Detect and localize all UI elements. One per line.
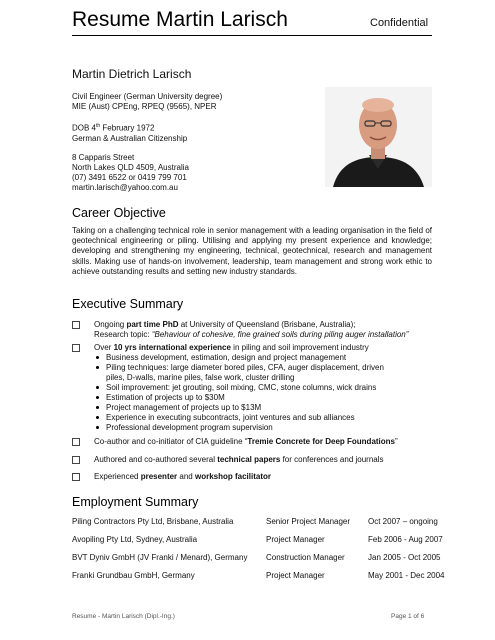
citizenship: German & Australian Citizenship <box>72 133 188 143</box>
checkbox-bullet-icon <box>72 344 80 352</box>
list-item: Estimation of projects up to $30M <box>106 393 436 403</box>
experience-sub-list <box>106 353 436 433</box>
employment-period: May 2001 - Dec 2004 <box>368 571 445 580</box>
summary-item-phd: Ongoing part time PhD at University of Queensland (Brisbane, Australia); Research topic: “Behaviour of cohesive, fine grained soils during piling auger installation” <box>72 320 442 340</box>
employment-summary-heading: Employment Summary <box>72 495 199 509</box>
street: 8 Capparis Street <box>72 152 135 162</box>
employment-role: Construction Manager <box>266 553 345 562</box>
profile-photo <box>325 87 432 187</box>
summary-item-cia: Co-author and co-initiator of CIA guideline “Tremie Concrete for Deep Foundations” <box>72 437 442 447</box>
summary-item-papers: Authored and co-authored several technical papers for conferences and journals <box>72 455 442 465</box>
confidential-label: Confidential <box>370 17 429 29</box>
employment-company: Piling Contractors Pty Ltd, Brisbane, Australia <box>72 517 234 526</box>
person-name: Martin Dietrich Larisch <box>72 67 192 81</box>
employment-role: Project Manager <box>266 571 325 580</box>
list-item: Piling techniques: large diameter bored piles, CFA, auger displacement, driven <box>106 363 436 373</box>
employment-role: Senior Project Manager <box>266 517 351 526</box>
date-of-birth: DOB 4th February 1972 <box>72 123 155 133</box>
executive-summary-heading: Executive Summary <box>72 297 184 311</box>
employment-company: Franki Grundbau GmbH, Germany <box>72 571 195 580</box>
list-item: Experience in executing subcontracts, joint ventures and sub alliances <box>106 413 436 423</box>
employment-role: Project Manager <box>266 535 325 544</box>
employment-period: Jan 2005 - Oct 2005 <box>368 553 441 562</box>
checkbox-bullet-icon <box>72 321 80 329</box>
employment-period: Feb 2006 - Aug 2007 <box>368 535 443 544</box>
page-title: Resume Martin Larisch <box>72 8 288 31</box>
footer-left: Resume - Martin Larisch (Dipl.-Ing.) <box>72 613 175 620</box>
checkbox-bullet-icon <box>72 473 80 481</box>
phone: (07) 3491 6522 or 0419 799 701 <box>72 172 187 182</box>
employment-company: BVT Dyniv GmbH (JV Franki / Menard), Germany <box>72 553 248 562</box>
summary-item-experience: Over 10 yrs international experience in piling and soil improvement industry <box>72 343 442 353</box>
header-rule <box>72 35 432 36</box>
page-number: Page 1 of 6 <box>391 613 425 620</box>
summary-item-presenter: Experienced presenter and workshop facilitator <box>72 472 442 482</box>
city: North Lakes QLD 4509, Australia <box>72 162 189 172</box>
credentials: MIE (Aust) CPEng, RPEQ (9565), NPER <box>72 102 217 111</box>
email[interactable]: martin.larisch@yahoo.com.au <box>72 182 178 192</box>
list-item: Professional development program supervision <box>106 423 436 433</box>
career-objective-heading: Career Objective <box>72 206 166 220</box>
employment-company: Avopiling Pty Ltd, Sydney, Australia <box>72 535 198 544</box>
degree: Civil Engineer (German University degree) <box>72 92 223 101</box>
list-item: Project management of projects up to $13M <box>106 403 436 413</box>
checkbox-bullet-icon <box>72 456 80 464</box>
employment-period: Oct 2007 – ongoing <box>368 517 438 526</box>
list-item-continuation: piles, D-walls, marine piles, false work, cluster drilling <box>106 373 295 382</box>
list-item: Business development, estimation, design and project management <box>106 353 436 363</box>
checkbox-bullet-icon <box>72 438 80 446</box>
list-item: Soil improvement: jet grouting, soil mixing, CMC, stone columns, wick drains <box>106 383 436 393</box>
career-objective-text: Taking on a challenging technical role in senior management with a leading organisation in the field of geotechnical engineering or piling. Utilising and applying my present experience and knowledge; developing and strengthening my engineering, technical, geotechnical, research and management skills. Making use of hands-on involvement, leadership, team management and strong work ethic to achieve outstanding results and setting new industry standards. <box>72 226 432 276</box>
profile-details <box>72 92 222 193</box>
